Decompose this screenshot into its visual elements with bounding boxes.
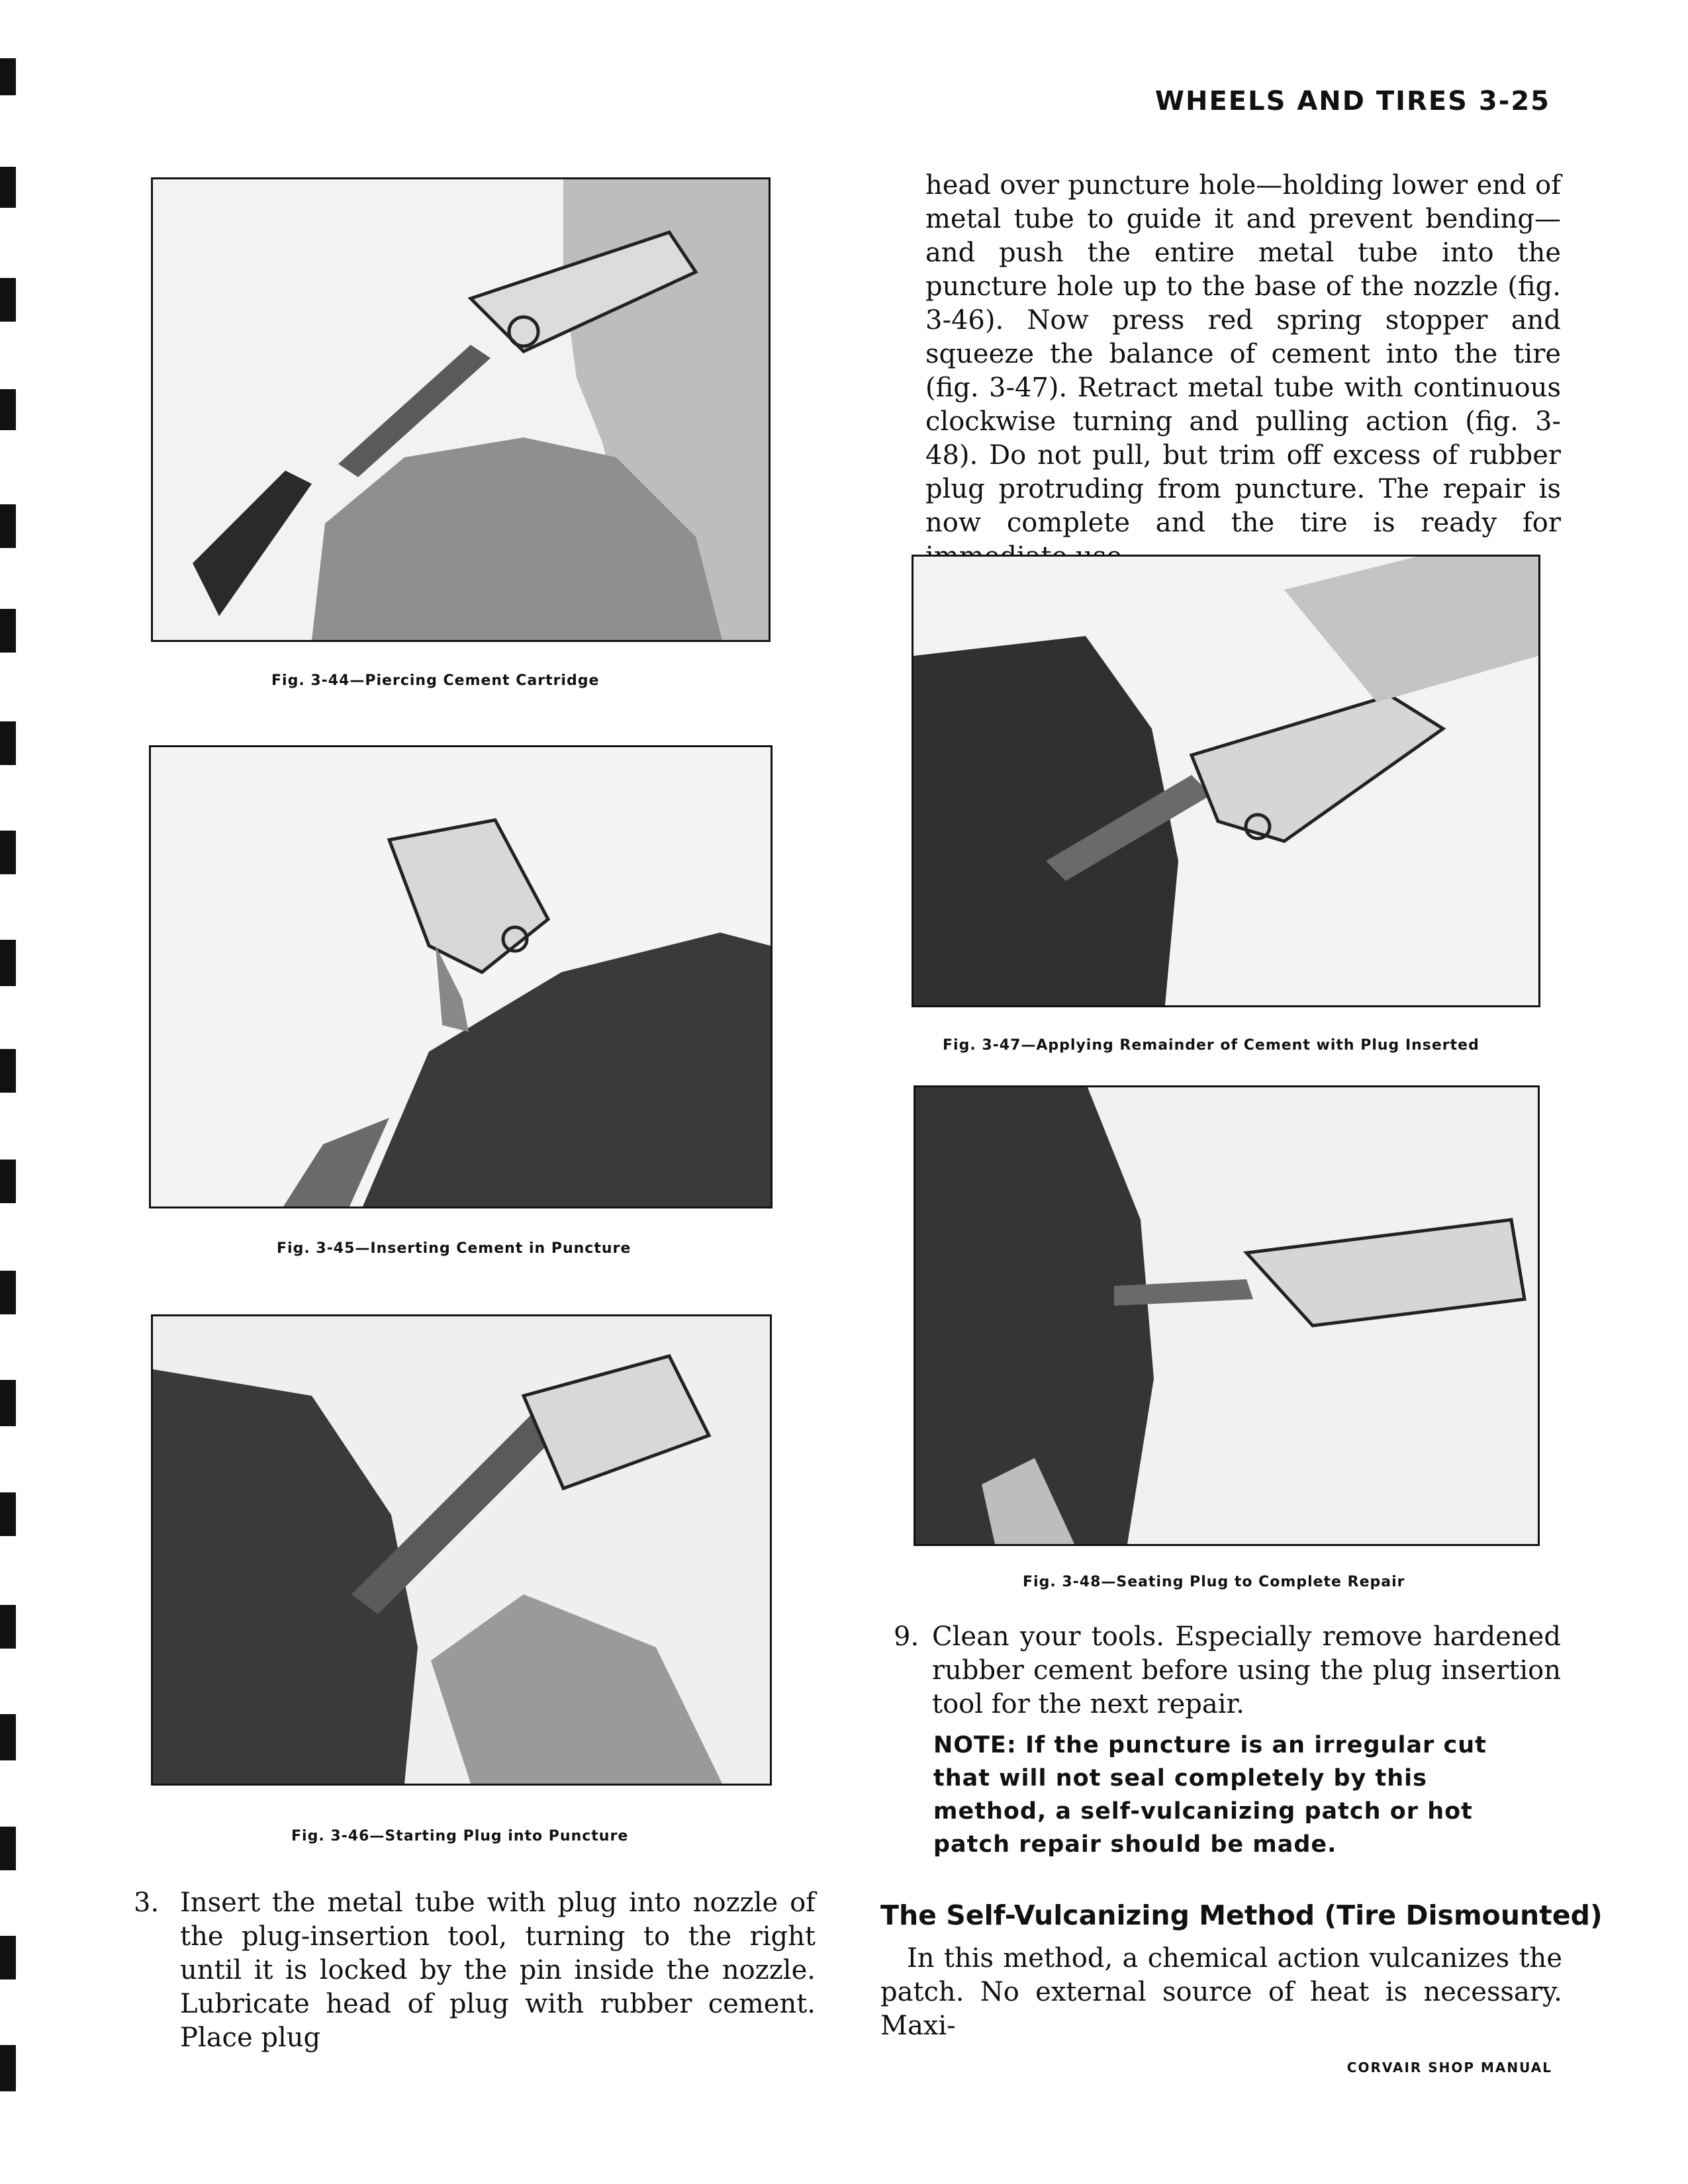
figure-caption: Fig. 3-44—Piercing Cement Cartridge bbox=[271, 672, 600, 689]
binder-mark bbox=[0, 1714, 16, 1760]
binder-mark bbox=[0, 1380, 16, 1426]
binder-mark bbox=[0, 389, 16, 430]
binder-mark bbox=[0, 721, 16, 765]
figure-3-46-photo bbox=[151, 1314, 772, 1786]
binder-mark bbox=[0, 2045, 16, 2091]
figure-3-44-photo bbox=[151, 177, 771, 642]
binder-mark bbox=[0, 831, 16, 874]
figure-caption: Fig. 3-48—Seating Plug to Complete Repair bbox=[1023, 1574, 1405, 1590]
section-paragraph: In this method, a chemical action vulcanizes the patch. No external source of heat is necessary. Maxi- bbox=[880, 1943, 1562, 2041]
binder-mark bbox=[0, 1271, 16, 1314]
page-header: WHEELS AND TIRES 3-25 bbox=[1154, 86, 1550, 116]
binder-mark bbox=[0, 1160, 16, 1203]
binder-mark bbox=[0, 1492, 16, 1536]
step-9-text: Clean your tools. Especially remove hardened rubber cement before using the plug insertion tool for the next repair. bbox=[932, 1621, 1561, 1719]
binder-mark bbox=[0, 1605, 16, 1649]
binder-mark bbox=[0, 1936, 16, 1979]
binder-mark bbox=[0, 940, 16, 986]
binder-mark bbox=[0, 1049, 16, 1093]
figure-caption: Fig. 3-46—Starting Plug into Puncture bbox=[291, 1828, 629, 1844]
binder-mark bbox=[0, 58, 16, 95]
section-heading: The Self-Vulcanizing Method (Tire Dismounted) bbox=[880, 1899, 1603, 1931]
step-number: 9. bbox=[894, 1621, 919, 1652]
repair-procedure-paragraph: head over puncture hole—holding lower end of metal tube to guide it and prevent bending—and push the entire metal tube into the puncture hole up to the base of the nozzle (fig. 3-46). Now press red spring stopper and squeeze the balance of cement into the tire (fig. 3-47). Retract metal tube with continuous clockwise turning and pulling action (fig. 3-48). Do not pull, but trim off excess of rubber plug protruding from puncture. The repair is now complete and the tire is ready for bbox=[925, 170, 1561, 538]
binder-mark bbox=[0, 167, 16, 208]
figure-3-47-photo bbox=[912, 555, 1540, 1007]
binder-mark bbox=[0, 609, 16, 653]
page-footer: CORVAIR SHOP MANUAL bbox=[1346, 2060, 1552, 2075]
step-8-text: Insert the metal tube with plug into nozzle of the plug-insertion tool, turning to the right until it is locked by the pin inside the nozzle. Lubricate head of plug with rubber cement. Place plug bbox=[180, 1888, 816, 2053]
figure-3-45-photo bbox=[149, 745, 773, 1208]
binder-mark bbox=[0, 1827, 16, 1870]
figure-3-48-photo bbox=[914, 1085, 1540, 1546]
binder-mark bbox=[0, 278, 16, 322]
step-number: 3. bbox=[134, 1888, 160, 1918]
note-text: NOTE: If the puncture is an irregular cut that will not seal completely by this method, a self-vulcanizing patch or hot patch repair should be made. bbox=[933, 1732, 1487, 1858]
figure-caption: Fig. 3-47—Applying Remainder of Cement with Plug Inserted bbox=[943, 1037, 1479, 1054]
figure-caption: Fig. 3-45—Inserting Cement in Puncture bbox=[277, 1240, 632, 1257]
binder-mark bbox=[0, 504, 16, 548]
